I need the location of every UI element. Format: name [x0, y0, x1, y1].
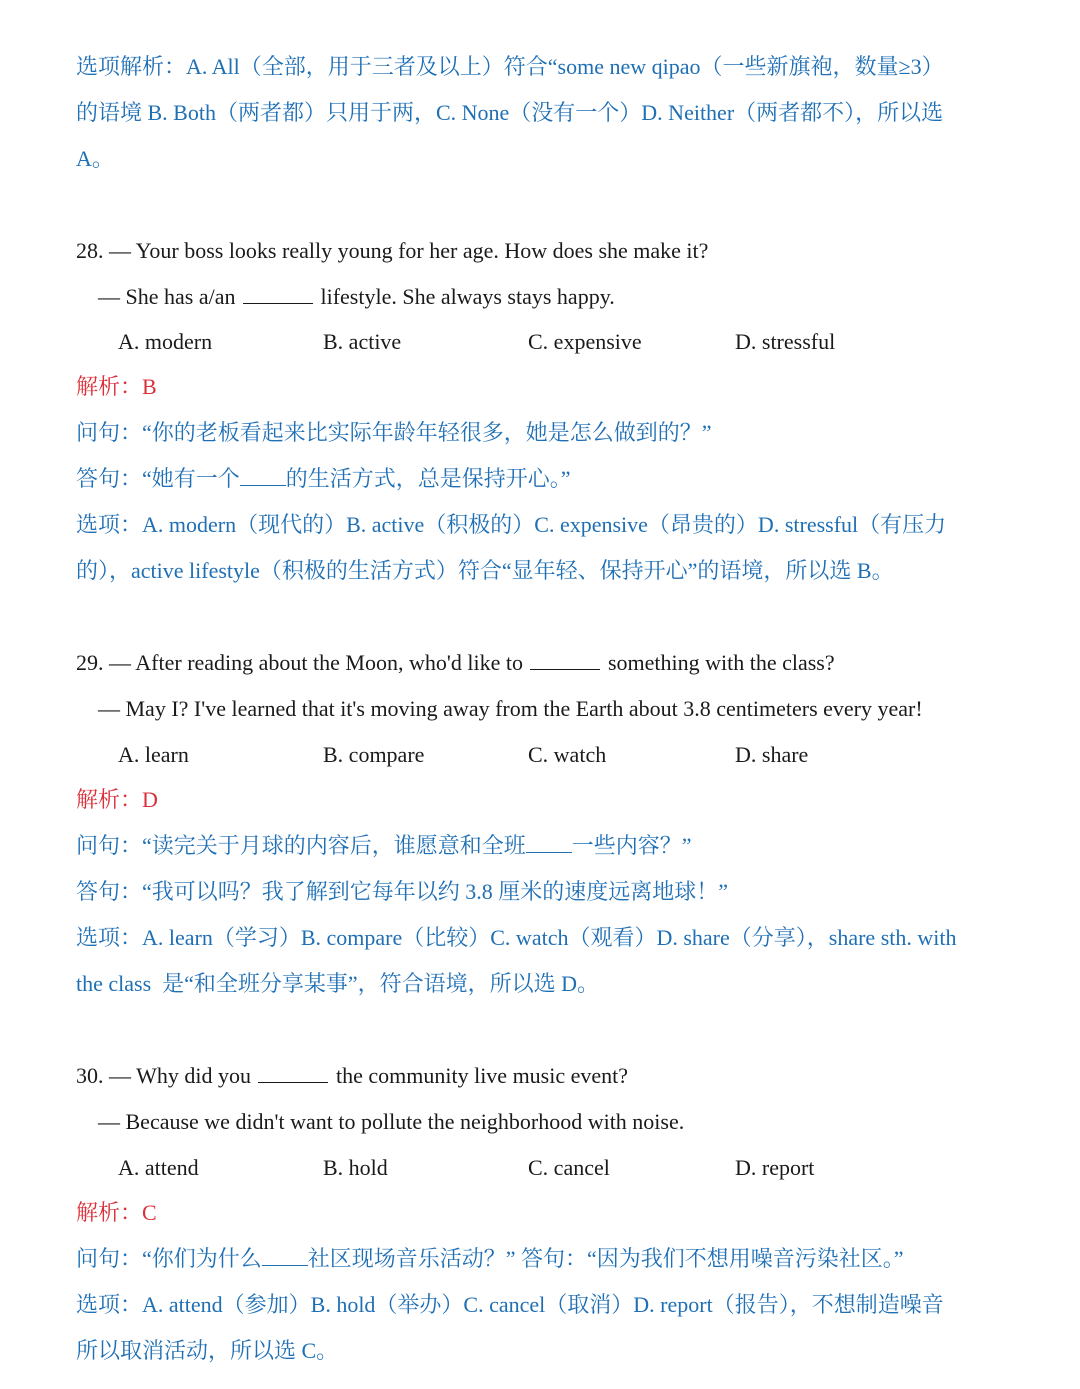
q28-option-c: C. expensive: [528, 329, 642, 354]
q29-wenju-post: 一些内容？”: [571, 833, 692, 858]
q28-daju-pre: 答句：“她有一个: [76, 466, 240, 491]
q28-jiexi: [76, 372, 157, 402]
q29-blank: [530, 649, 600, 670]
q30-question: [76, 1061, 628, 1091]
q29-option-c: C. watch: [528, 742, 607, 767]
q28-xuanxiang-line-2: 的），active lifestyle（积极的生活方式）符合“显年轻、保持开心”的语境，所以选 B。: [76, 558, 894, 583]
q29-question: [76, 648, 835, 678]
q28-question: 28. — Your boss looks really young for her age. How does she make it?: [76, 238, 709, 263]
q28-answer-pre: — She has a/an: [98, 284, 236, 309]
q30-wenju-blank: [262, 1245, 308, 1266]
q28-option-a: A. modern: [118, 329, 213, 354]
q28-answer-line: [98, 282, 615, 312]
q30-wenju-post: 社区现场音乐活动？” 答句：“因为我们不想用噪音污染社区。”: [307, 1246, 904, 1271]
q29-jiexi: [76, 785, 158, 815]
q30-jiexi: [76, 1198, 157, 1228]
q30-option-c: C. cancel: [528, 1155, 610, 1180]
q28-daju-post: 的生活方式，总是保持开心。”: [285, 466, 571, 491]
q29-jiexi-answer: D: [142, 787, 158, 812]
q29-option-d: D. share: [735, 742, 809, 767]
q30-jiexi-answer: C: [142, 1200, 157, 1225]
q29-daju: 答句：“我可以吗？我了解到它每年以约 3.8 厘米的速度远离地球！”: [76, 879, 729, 904]
q28-wenju: 问句：“你的老板看起来比实际年龄年轻很多，她是怎么做到的？”: [76, 420, 712, 445]
q30-wenju: [76, 1244, 904, 1274]
q29-xuanxiang-line-2: the class 是“和全班分享某事”，符合语境，所以选 D。: [76, 971, 600, 996]
q28-daju-blank: [240, 465, 286, 486]
q30-question-post: the community live music event?: [335, 1063, 629, 1088]
q28-daju: [76, 464, 571, 494]
q30-option-d: D. report: [735, 1155, 815, 1180]
q30-xuanxiang-line-1: 选项：A. attend（参加）B. hold（举办）C. cancel（取消）D. report（报告），不想制造噪音: [76, 1292, 944, 1317]
q29-question-pre: 29. — After reading about the Moon, who'd like to: [76, 650, 523, 675]
q29-option-b: B. compare: [323, 742, 425, 767]
q28-blank: [243, 283, 313, 304]
q28-jiexi-label: 解析：: [76, 374, 143, 399]
q30-wenju-pre: 问句：“你们为什么: [76, 1246, 262, 1271]
q29-answer-line: — May I? I've learned that it's moving away from the Earth about 3.8 centimeters every year!: [98, 696, 923, 721]
q29-wenju: [76, 831, 692, 861]
q28-jiexi-answer: B: [142, 374, 157, 399]
q30-option-a: A. attend: [118, 1155, 199, 1180]
q27-analysis-line-1: 选项解析：A. All（全部，用于三者及以上）符合“some new qipao（一些新旗袍，数量≥3）: [76, 54, 944, 79]
q29-wenju-pre: 问句：“读完关于月球的内容后，谁愿意和全班: [76, 833, 526, 858]
q28-xuanxiang-line-1: 选项：A. modern（现代的）B. active（积极的）C. expensive（昂贵的）D. stressful（有压力: [76, 512, 947, 537]
q27-analysis-line-3: A。: [76, 146, 114, 171]
q29-option-a: A. learn: [118, 742, 189, 767]
q28-answer-post: lifestyle. She always stays happy.: [320, 284, 615, 309]
q30-option-b: B. hold: [323, 1155, 388, 1180]
q27-analysis-line-2: 的语境 B. Both（两者都）只用于两，C. None（没有一个）D. Neither（两者都不），所以选: [76, 100, 944, 125]
q30-jiexi-label: 解析：: [76, 1200, 143, 1225]
q28-option-b: B. active: [323, 329, 402, 354]
q30-xuanxiang-line-2: 所以取消活动，所以选 C。: [76, 1338, 339, 1363]
q30-answer-line: — Because we didn't want to pollute the neighborhood with noise.: [98, 1109, 685, 1134]
q29-wenju-blank: [526, 832, 572, 853]
q29-question-post: something with the class?: [607, 650, 835, 675]
q28-option-d: D. stressful: [735, 329, 836, 354]
q29-xuanxiang-line-1: 选项：A. learn（学习）B. compare（比较）C. watch（观看）D. share（分享），share sth. with: [76, 925, 957, 950]
q30-question-pre: 30. — Why did you: [76, 1063, 251, 1088]
q30-blank: [258, 1062, 328, 1083]
q29-jiexi-label: 解析：: [76, 787, 143, 812]
